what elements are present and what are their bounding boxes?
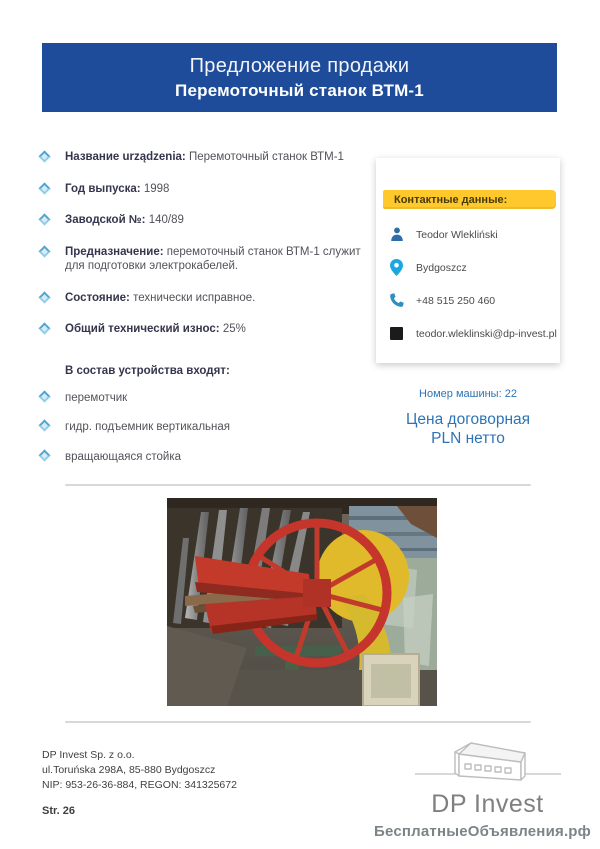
contact-email: teodor.wleklinski@dp-invest.pl bbox=[416, 327, 557, 340]
component-item: перемотчик bbox=[65, 391, 128, 404]
machine-number: Номер машины: 22 bbox=[419, 388, 517, 400]
email-icon bbox=[388, 325, 405, 342]
person-icon bbox=[388, 226, 405, 243]
contact-name: Teodor Wlekliński bbox=[416, 228, 498, 241]
watermark-text: БесплатныеОбъявления.рф bbox=[374, 823, 591, 840]
spec-value: Перемоточный станок ВТМ-1 bbox=[188, 151, 344, 163]
building-icon bbox=[413, 736, 563, 794]
diamond-bullet-icon bbox=[38, 213, 50, 225]
diamond-bullet-icon bbox=[38, 322, 50, 334]
spec-row bbox=[38, 150, 368, 165]
price-line-1: Цена договорная bbox=[405, 411, 531, 428]
header-banner bbox=[42, 43, 557, 112]
contact-entry-city bbox=[388, 251, 554, 284]
component-row bbox=[38, 420, 368, 435]
spec-row bbox=[38, 182, 368, 197]
spec-row bbox=[38, 245, 368, 274]
location-icon bbox=[388, 259, 405, 276]
spec-label: Год выпуска: bbox=[65, 182, 141, 195]
component-row bbox=[38, 391, 368, 406]
price-line-2: PLN нетто bbox=[431, 430, 505, 447]
diamond-bullet-icon bbox=[38, 291, 50, 303]
company-name: DP Invest Sp. z o.o. bbox=[42, 749, 135, 761]
spec-value: 140/89 bbox=[148, 214, 184, 226]
diamond-bullet-icon bbox=[38, 419, 50, 431]
company-ids: NIP: 953-26-36-884, REGON: 341325672 bbox=[42, 779, 237, 791]
diamond-bullet-icon bbox=[38, 245, 50, 257]
footer-company-info bbox=[42, 748, 237, 793]
diamond-bullet-icon bbox=[38, 150, 50, 162]
phone-icon bbox=[388, 292, 405, 309]
spec-row bbox=[38, 291, 368, 306]
logo-text: DP Invest bbox=[431, 790, 544, 818]
contact-phone: +48 515 250 460 bbox=[416, 294, 496, 307]
spec-label: Название urządzenia: bbox=[65, 151, 186, 163]
divider-line bbox=[65, 721, 531, 723]
page-number: Str. 26 bbox=[42, 805, 76, 817]
page-subtitle: Перемоточный станок ВТМ-1 bbox=[175, 80, 424, 100]
machine-photo bbox=[167, 498, 437, 706]
spec-label: Состояние: bbox=[65, 291, 130, 304]
spec-value: перемоточный станок ВТМ-1 служит для подготовки электрокабелей. bbox=[65, 245, 361, 272]
diamond-bullet-icon bbox=[38, 390, 50, 402]
diamond-bullet-icon bbox=[38, 449, 50, 461]
contact-entry-name bbox=[388, 218, 554, 251]
spec-row bbox=[38, 322, 368, 337]
contact-city: Bydgoszcz bbox=[416, 261, 467, 274]
components-heading: В состав устройства входят: bbox=[65, 364, 230, 377]
diamond-bullet-icon bbox=[38, 182, 50, 194]
contact-card bbox=[376, 158, 560, 363]
spec-list bbox=[38, 150, 368, 479]
spec-label: Общий технический износ: bbox=[65, 323, 220, 335]
contact-banner bbox=[383, 190, 556, 209]
component-row bbox=[38, 450, 368, 465]
component-item: гидр. подъемник вертикальная bbox=[65, 421, 230, 433]
company-address: ul.Toruńska 298A, 85-880 Bydgoszcz bbox=[42, 764, 216, 776]
component-item: вращающаяся стойка bbox=[65, 450, 182, 463]
spec-label: Заводской №: bbox=[65, 214, 146, 226]
divider-line bbox=[65, 484, 531, 486]
spec-label: Предназначение: bbox=[65, 245, 164, 258]
contact-entry-phone bbox=[388, 284, 554, 317]
spec-value: 25% bbox=[222, 323, 246, 335]
page-title: Предложение продажи bbox=[189, 54, 410, 77]
dp-invest-logo bbox=[410, 736, 565, 819]
contact-heading: Контактные данные: bbox=[394, 193, 508, 206]
price-text bbox=[368, 410, 568, 448]
spec-row bbox=[38, 213, 368, 228]
spec-value: 1998 bbox=[143, 182, 170, 195]
contact-entry-email bbox=[388, 317, 557, 350]
spec-value: технически исправное. bbox=[133, 291, 256, 304]
